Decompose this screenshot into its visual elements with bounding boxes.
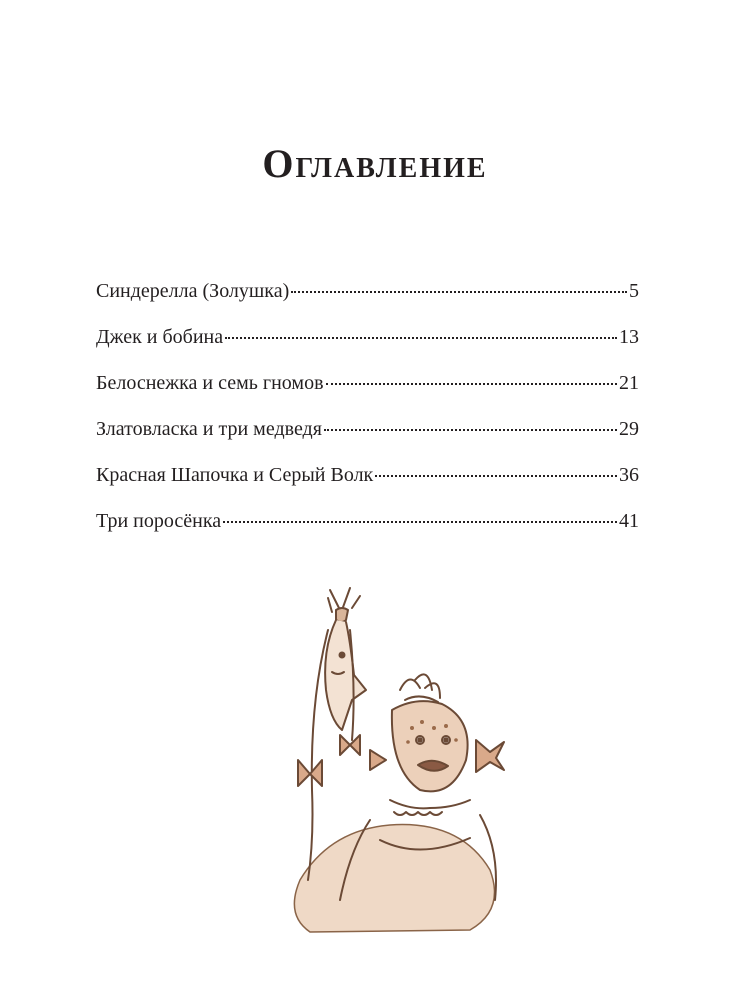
toc-entry-page: 29 xyxy=(619,418,639,440)
toc-entry-title: Красная Шапочка и Серый Волк xyxy=(96,464,374,486)
toc-entry[interactable] xyxy=(96,280,639,326)
dot-leader xyxy=(223,520,617,523)
toc-entry-title: Белоснежка и семь гномов xyxy=(96,372,324,394)
dot-leader xyxy=(326,382,617,385)
toc-entry[interactable] xyxy=(96,464,639,510)
toc-entry-title: Три поросёнка xyxy=(96,510,222,532)
toc-entry-page: 13 xyxy=(619,326,639,348)
toc-entry-title: Джек и бобина xyxy=(96,326,224,348)
toc-entry[interactable] xyxy=(96,418,639,464)
table-of-contents xyxy=(96,280,639,556)
dot-leader xyxy=(324,428,617,431)
dot-leader xyxy=(225,336,617,339)
toc-entry-page: 5 xyxy=(629,280,639,302)
toc-entry[interactable] xyxy=(96,510,639,556)
toc-entry-title: Златовласка и три медведя xyxy=(96,418,322,440)
toc-entry-title: Синдерелла (Золушка) xyxy=(96,280,290,302)
dot-leader xyxy=(375,474,617,477)
toc-entry[interactable] xyxy=(96,326,639,372)
toc-entry-page: 36 xyxy=(619,464,639,486)
dot-leader xyxy=(291,290,627,293)
toc-entry-page: 41 xyxy=(619,510,639,532)
toc-entry-page: 21 xyxy=(619,372,639,394)
page-title: Оглавление xyxy=(262,141,488,186)
toc-entry[interactable] xyxy=(96,372,639,418)
sketch-illustration-icon xyxy=(270,580,520,940)
